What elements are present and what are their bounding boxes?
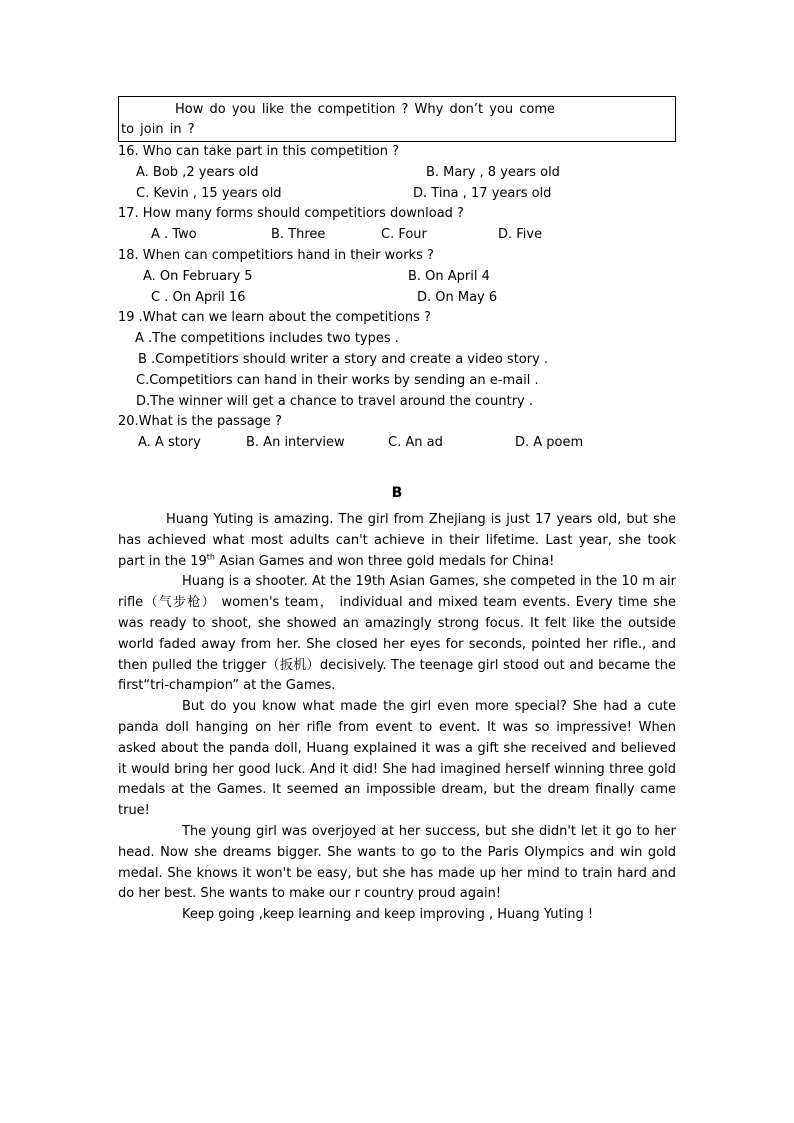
option-20-b[interactable]: B. An interview	[246, 435, 345, 451]
question-17-stem: 17. How many forms should competitiors download ?	[118, 206, 464, 222]
option-16-a[interactable]: A. Bob ,2 years old	[136, 164, 259, 180]
question-20-stem: 20.What is the passage ?	[118, 414, 282, 430]
passage-p1-superscript: th	[206, 552, 216, 562]
option-16-b[interactable]: B. Mary , 8 years old	[426, 164, 560, 180]
question-16-options-row2	[118, 184, 676, 205]
option-17-d[interactable]: D. Five	[498, 227, 543, 243]
question-16-options-row1	[118, 163, 676, 184]
passage-paragraph-5: Keep going ,keep learning and keep improving , Huang Yuting !	[182, 907, 594, 923]
option-19-c[interactable]: C.Competitiors can hand in their works by sending an e-mail .	[136, 372, 539, 388]
passage-p1-text: Huang Yuting is amazing. The girl from Zhejiang is just 17 years old, but she has achieved what most adults can't achieve in their lifetime. Last year, she took part in the 19	[118, 511, 676, 569]
boxed-notice	[118, 96, 676, 142]
option-20-d[interactable]: D. A poem	[515, 435, 584, 451]
passage-p1-text-end: Asian Games and won three gold medals for China!	[215, 553, 555, 569]
question-18-options-row2	[118, 288, 676, 309]
question-17-options	[118, 225, 676, 246]
option-16-d[interactable]: D. Tina , 17 years old	[413, 185, 552, 201]
option-17-b[interactable]: B. Three	[271, 227, 326, 243]
boxed-line-1: How do you like the competition ? Why don’t you come	[175, 102, 556, 117]
passage-paragraph-3: But do you know what made the girl even more special? She had a cute panda doll hanging on her rifle from event to event. It was so impressive! When asked about the panda doll, Huang explained it was a gift she received and believed it would bring her good luck. And it did! She had imagined herself winning three gold medals at the Games. It seemed an impossible dream, but the dream finally came true!	[118, 699, 676, 819]
section-b-title: B	[391, 484, 403, 501]
exam-page	[118, 96, 676, 926]
boxed-line-2: to join in ?	[121, 122, 195, 137]
passage-paragraph-1	[118, 510, 676, 572]
question-18-options-row1	[118, 267, 676, 288]
question-20-options	[118, 433, 676, 454]
option-17-a[interactable]: A . Two	[151, 227, 197, 243]
option-16-c[interactable]: C. Kevin , 15 years old	[136, 185, 282, 201]
question-16-stem: 16. Who can take part in this competition ?	[118, 144, 400, 159]
option-18-a[interactable]: A. On February 5	[143, 268, 253, 284]
option-19-a[interactable]: A .The competitions includes two types .	[135, 331, 399, 347]
passage-paragraph-2: Huang is a shooter. At the 19th Asian Games, she competed in the 10 m air rifle（气步枪） women's team， individual and mixed team events. Every time she was ready to shoot, she showed an amazingly strong focus. It felt like the outside world faded away from her. She closed her eyes for seconds, pointed her rifle., and then pulled the trigger（扳机）decisively. The teenage girl stood out and became the first“tri-champion” at the Games.	[118, 574, 676, 694]
question-18-stem: 18. When can competitiors hand in their works ?	[118, 247, 434, 263]
passage-paragraph-4: The young girl was overjoyed at her success, but she didn't let it go to her head. Now she dreams bigger. She wants to go to the Paris Olympics and win gold medal. She knows it won't be easy, but she has made up her mind to train hard and do her best. She wants to make our r country proud again!	[118, 823, 676, 902]
option-20-c[interactable]: C. An ad	[388, 435, 443, 451]
option-18-b[interactable]: B. On April 4	[408, 268, 490, 284]
option-18-d[interactable]: D. On May 6	[417, 289, 498, 305]
option-18-c[interactable]: C . On April 16	[151, 289, 246, 305]
option-17-c[interactable]: C. Four	[381, 227, 427, 243]
option-20-a[interactable]: A. A story	[138, 435, 201, 451]
option-19-d[interactable]: D.The winner will get a chance to travel around the country .	[136, 393, 534, 409]
option-19-b[interactable]: B .Competitiors should writer a story and create a video story .	[138, 351, 549, 367]
question-19-stem: 19 .What can we learn about the competitions ?	[118, 310, 431, 326]
